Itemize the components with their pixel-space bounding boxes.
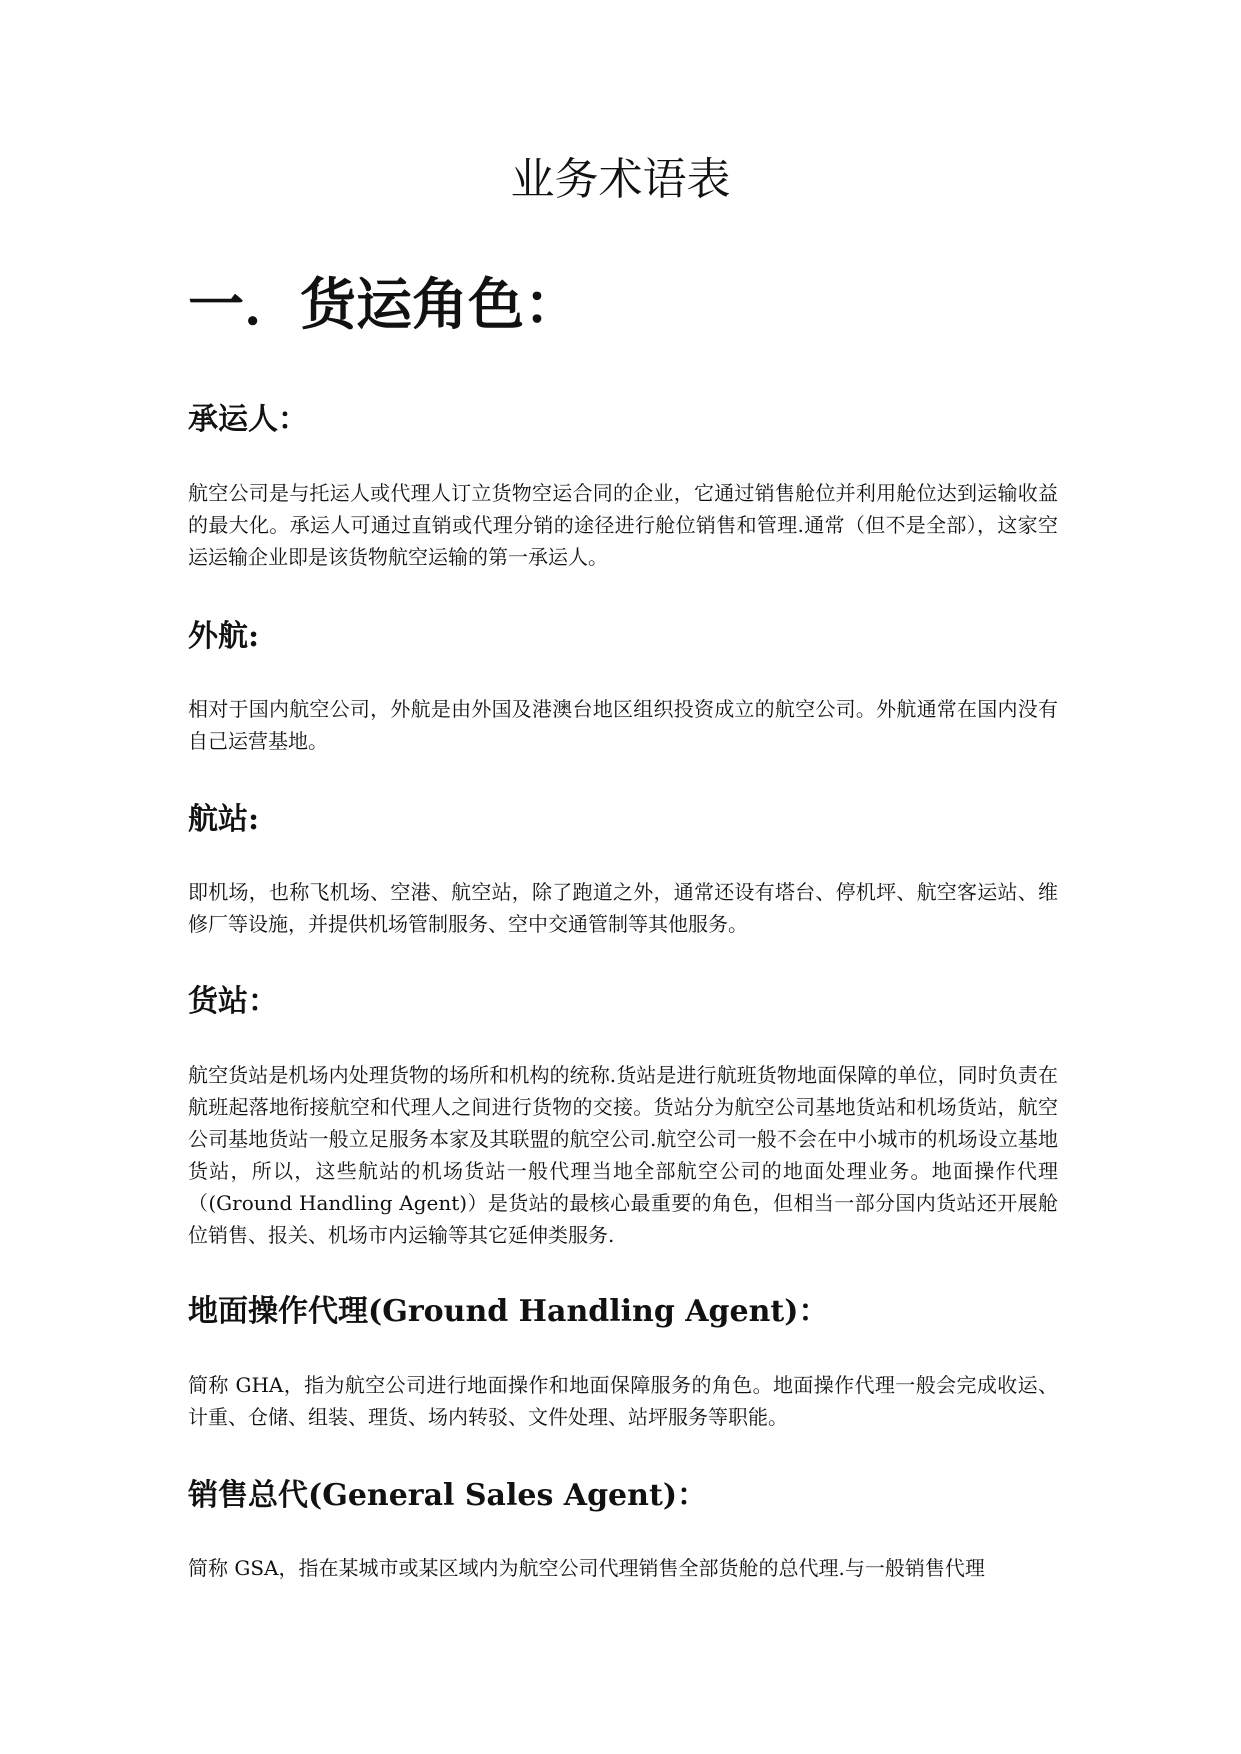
definition-carrier: 航空公司是与托运人或代理人订立货物空运合同的企业，它通过销售舱位并利用舱位达到运输收益的最大化。承运人可通过直销或代理分销的途径进行舱位销售和管理.通常（但不是全部），这家空运运输企业即是该货物航空运输的第一承运人。 <box>188 481 1058 569</box>
term-heading-foreign-airline: 外航: <box>188 619 260 654</box>
term-heading-general-sales-agent: 销售总代(General Sales Agent)： <box>188 1478 708 1513</box>
definition-foreign-airline: 相对于国内航空公司，外航是由外国及港澳台地区组织投资成立的航空公司。外航通常在国内没有自己运营基地。 <box>188 697 1058 753</box>
term-heading-cargo-terminal: 货站： <box>188 984 278 1019</box>
term-heading-ground-handling-agent: 地面操作代理(Ground Handling Agent)： <box>188 1294 829 1329</box>
definition-general-sales-agent: 简称 GSA，指在某城市或某区域内为航空公司代理销售全部货舱的总代理.与一般销售代理 <box>188 1556 985 1580</box>
definition-station: 即机场，也称飞机场、空港、航空站，除了跑道之外，通常还设有塔台、停机坪、航空客运站、维修厂等设施，并提供机场管制服务、空中交通管制等其他服务。 <box>188 880 1058 936</box>
definition-ground-handling-agent: 简称 GHA，指为航空公司进行地面操作和地面保障服务的角色。地面操作代理一般会完成收运、计重、仓储、组装、理货、场内转驳、文件处理、站坪服务等职能。 <box>188 1373 1058 1429</box>
definition-cargo-terminal: 航空货站是机场内处理货物的场所和机构的统称.货站是进行航班货物地面保障的单位，同时负责在航班起落地衔接航空和代理人之间进行货物的交接。货站分为航空公司基地货站和机场货站，航空公司基地货站一般立足服务本家及其联盟的航空公司.航空公司一般不会在中小城市的机场设立基地货站，所以，这些航站的机场货站一般代理当地全部航空公司的地面处理业务。地面操作代理（(Ground Handling Agent)）是货站的最核心最重要的角色，但相当一部分国内货站还开展舱位销售、报关、机场市内运输等其它延伸类服务. <box>188 1063 1058 1247</box>
term-heading-station: 航站: <box>188 802 260 837</box>
section-heading: 一．货运角色： <box>188 272 580 338</box>
term-heading-carrier: 承运人： <box>188 402 308 437</box>
document-title: 业务术语表 <box>510 154 731 205</box>
